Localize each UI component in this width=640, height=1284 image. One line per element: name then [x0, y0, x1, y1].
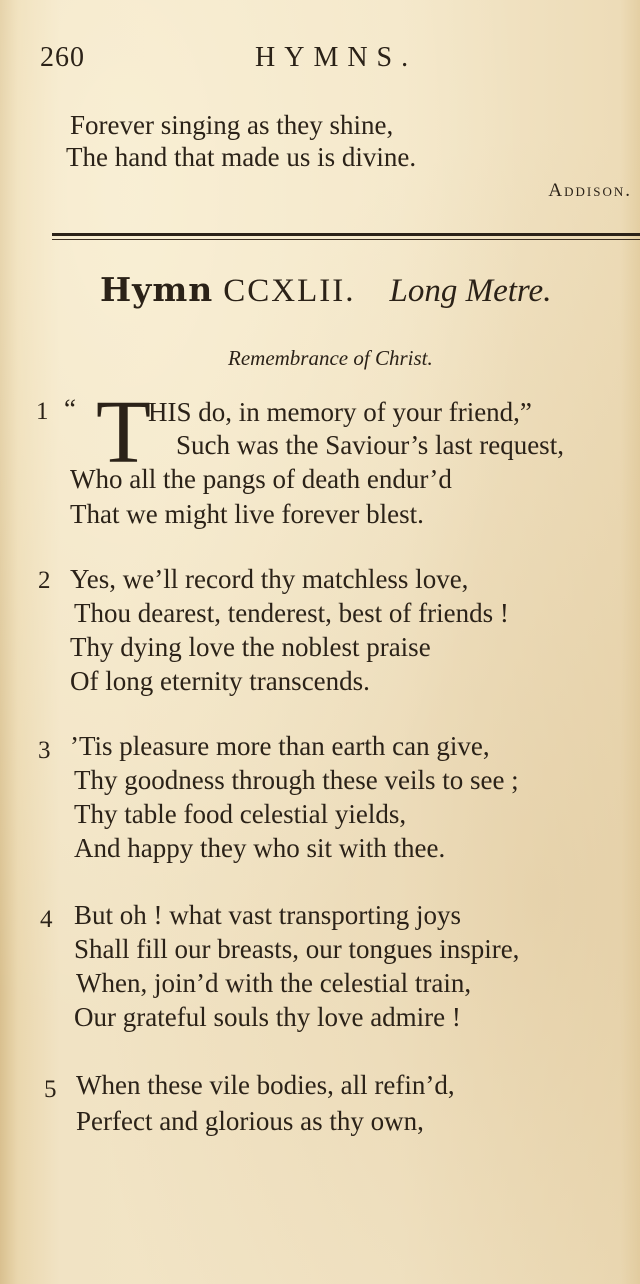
hymn-label: Hymn: [100, 270, 214, 309]
hymn-meter: Long Metre.: [389, 273, 552, 309]
verse-line: ’Tis pleasure more than earth can give,: [70, 731, 490, 761]
verse-number: 5: [44, 1076, 57, 1103]
verse-line: Thy table food celestial yields,: [74, 799, 407, 829]
verse-line: When, join’d with the celestial train,: [76, 968, 472, 998]
verse-line: Such was the Saviour’s last request,: [176, 430, 564, 460]
verse-line: And happy they who sit with thee.: [74, 833, 446, 863]
verse-number: 2: [38, 567, 51, 594]
verse-line: That we might live forever blest.: [70, 499, 424, 529]
drop-cap: T: [96, 383, 151, 482]
verse-line: Yes, we’ll record thy matchless love,: [70, 564, 469, 594]
verse-number: 3: [38, 737, 51, 764]
verse-line: When these vile bodies, all refin’d,: [76, 1070, 455, 1100]
verse-line: Shall fill our breasts, our tongues inspire,: [74, 934, 520, 964]
hymn-number: CCXLII.: [223, 273, 356, 309]
verse-line: Thou dearest, tenderest, best of friends !: [74, 598, 509, 628]
verse-line: Our grateful souls thy love admire !: [74, 1002, 461, 1032]
verse-line: Who all the pangs of death endur’d: [70, 464, 452, 494]
verse-number: 1: [36, 398, 49, 425]
verse-line: Perfect and glorious as thy own,: [76, 1106, 424, 1136]
previous-hymn-line: Forever singing as they shine,: [70, 110, 394, 140]
verse-line: Of long eternity transcends.: [70, 666, 370, 696]
page-number: 260: [40, 42, 85, 73]
opening-quote: “: [64, 394, 76, 424]
verse-line: Thy dying love the noblest praise: [70, 632, 431, 662]
verse-line: But oh ! what vast transporting joys: [74, 900, 461, 930]
verse-number: 4: [40, 906, 53, 933]
section-rule: [52, 233, 640, 236]
verse-line: HIS do, in memory of your friend,”: [148, 397, 532, 427]
hymn-subject: Remembrance of Christ.: [228, 346, 433, 370]
previous-hymn-line: The hand that made us is divine.: [66, 142, 417, 172]
attribution: Addison.: [548, 180, 632, 201]
section-rule-thin: [52, 239, 640, 240]
verse-line: Thy goodness through these veils to see ;: [74, 765, 519, 795]
running-head: HYMNS.: [255, 42, 418, 73]
hymn-heading: [100, 270, 551, 310]
